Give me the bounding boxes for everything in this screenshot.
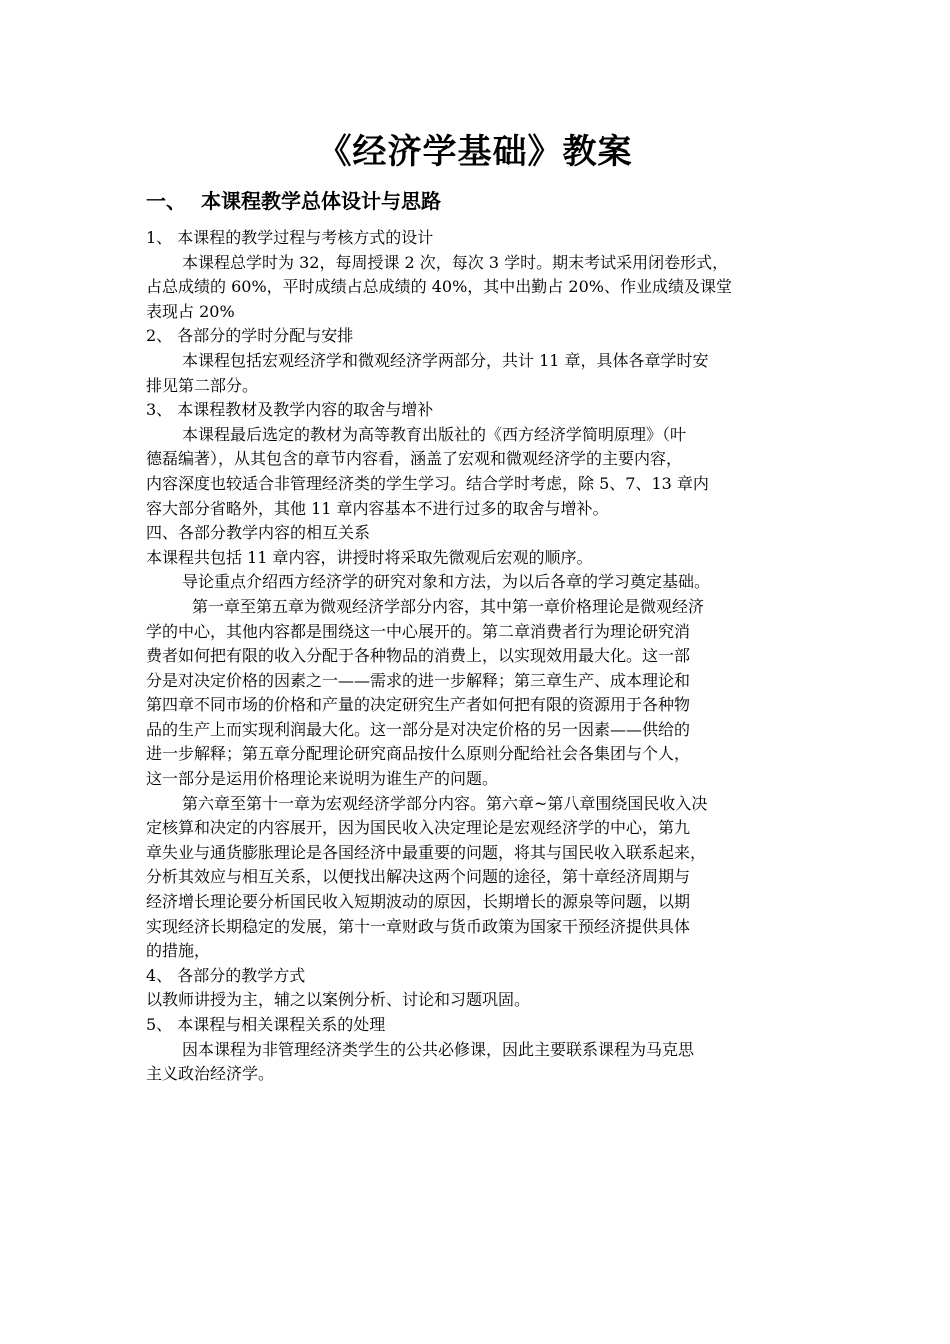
section-heading-text: 本课程教学总体设计与思路 (201, 189, 441, 213)
text-line: 因本课程为非管理经济类学生的公共必修课，因此主要联系课程为马克思 (182, 1039, 695, 1059)
text-line: 经济增长理论要分析国民收入短期波动的原因，长期增长的源泉等问题，以期 (146, 892, 691, 912)
text-line: 第四章不同市场的价格和产量的决定研究生产者如何把有限的资源用于各种物 (146, 695, 691, 715)
text-line: 分是对决定价格的因素之一——需求的进一步解释；第三章生产、成本理论和 (146, 670, 691, 690)
text-line: 容大部分省略外，其他 11 章内容基本不进行过多的取舍与增补。 (146, 498, 609, 518)
document-title: 《经济学基础》教案 (317, 132, 633, 172)
text-line: 导论重点介绍西方经济学的研究对象和方法，为以后各章的学习奠定基础。 (182, 572, 711, 592)
text-line: 德磊编著），从其包含的章节内容看，涵盖了宏观和微观经济学的主要内容， (146, 449, 683, 469)
text-line: 第一章至第五章为微观经济学部分内容，其中第一章价格理论是微观经济 (192, 596, 705, 616)
section-number: 一、 (146, 189, 186, 213)
section-heading (146, 184, 441, 218)
text-line: 2、 各部分的学时分配与安排 (146, 326, 354, 346)
document-body (146, 226, 818, 1087)
text-line: 本课程包括宏观经济学和微观经济学两部分，共计 11 章，具体各章学时安 (182, 350, 709, 370)
text-line: 章失业与通货膨胀理论是各国经济中最重要的问题，将其与国民收入联系起来， (146, 842, 707, 862)
text-line: 定核算和决定的内容展开，因为国民收入决定理论是宏观经济学的中心，第九 (146, 818, 691, 838)
text-line: 分析其效应与相互关系，以便找出解决这两个问题的途径，第十章经济周期与 (146, 867, 691, 887)
text-line: 本课程共包括 11 章内容，讲授时将采取先微观后宏观的顺序。 (146, 547, 593, 567)
text-line: 占总成绩的 60%，平时成绩占总成绩的 40%，其中出勤占 20%、作业成绩及课堂 (146, 277, 732, 297)
text-line: 表现占 20% (146, 301, 235, 321)
text-line: 这一部分是运用价格理论来说明为谁生产的问题。 (146, 769, 499, 789)
text-line: 4、 各部分的教学方式 (146, 965, 306, 985)
text-line: 四、各部分教学内容的相互关系 (146, 523, 371, 543)
text-line: 进一步解释；第五章分配理论研究商品按什么原则分配给社会各集团与个人， (146, 744, 691, 764)
text-line: 排见第二部分。 (146, 375, 259, 395)
text-line: 品的生产上而实现利润最大化。这一部分是对决定价格的另一因素——供给的 (146, 719, 691, 739)
text-line: 1、 本课程的教学过程与考核方式的设计 (146, 228, 434, 247)
text-line: 本课程最后选定的教材为高等教育出版社的《西方经济学简明原理》（叶 (182, 424, 687, 444)
text-line: 第六章至第十一章为宏观经济学部分内容。第六章~第八章围绕国民收入决 (182, 793, 708, 813)
text-line: 实现经济长期稳定的发展，第十一章财政与货币政策为国家干预经济提供具体 (146, 916, 691, 936)
text-line: 以教师讲授为主，辅之以案例分析、讨论和习题巩固。 (146, 990, 531, 1010)
text-line: 的措施， (146, 941, 211, 961)
text-line: 学的中心，其他内容都是围绕这一中心展开的。第二章消费者行为理论研究消 (146, 621, 691, 641)
text-line: 本课程总学时为 32，每周授课 2 次，每次 3 学时。期末考试采用闭卷形式， (182, 252, 729, 272)
text-line: 3、 本课程教材及教学内容的取舍与增补 (146, 400, 434, 420)
text-line: 费者如何把有限的收入分配于各种物品的消费上，以实现效用最大化。这一部 (146, 646, 691, 666)
text-line: 主义政治经济学。 (146, 1064, 275, 1084)
text-line: 5、 本课程与相关课程关系的处理 (146, 1015, 386, 1034)
text-line: 内容深度也较适合非管理经济类的学生学习。结合学时考虑，除 5、7、13 章内 (146, 473, 709, 493)
